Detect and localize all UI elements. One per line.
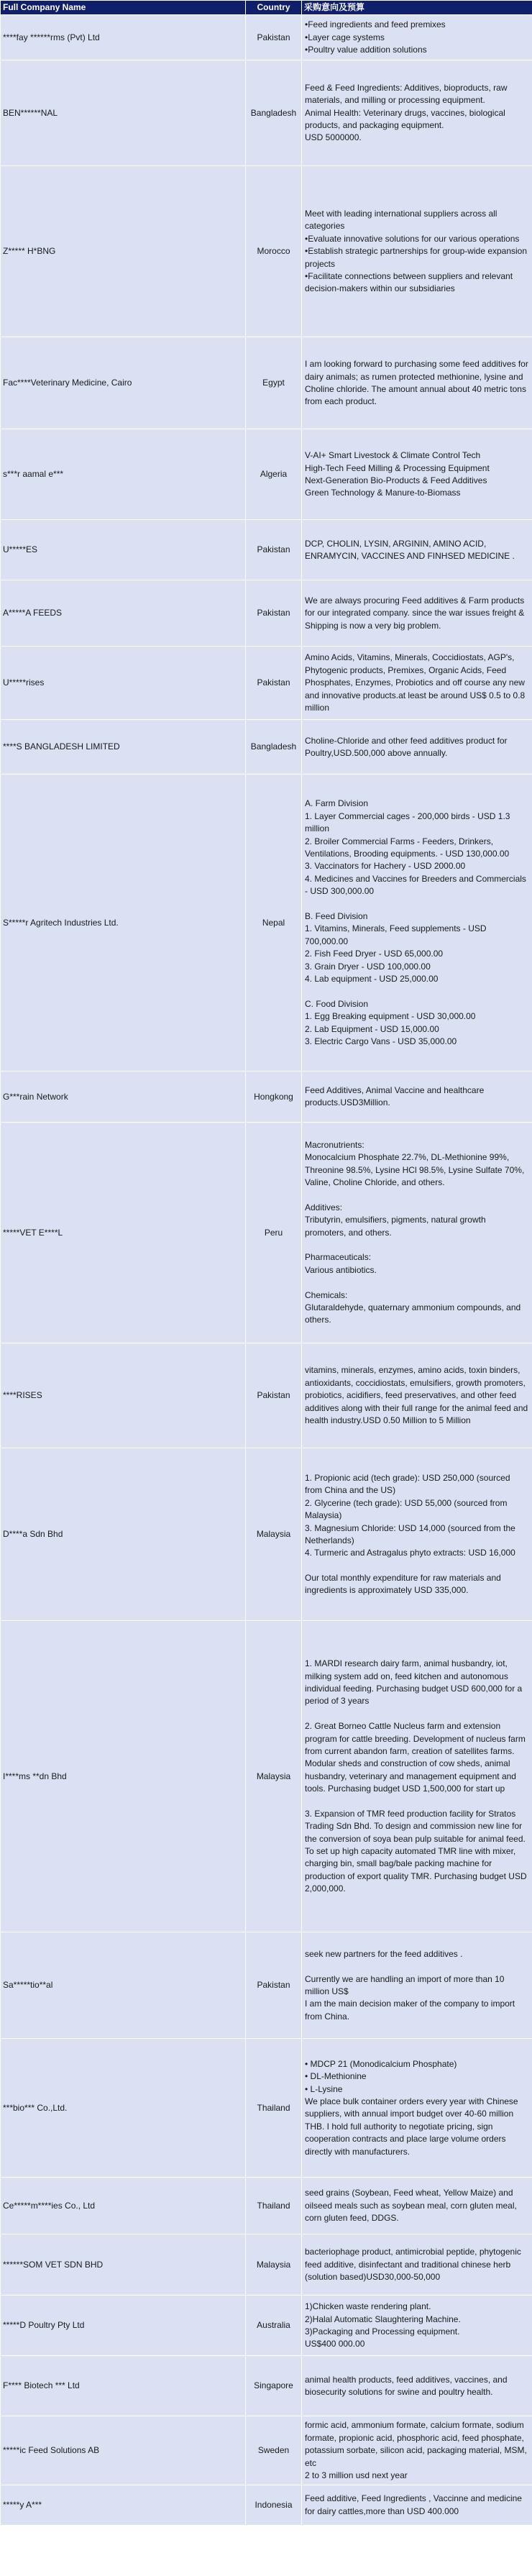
country-cell: Indonesia: [246, 2485, 302, 2526]
company-cell: S*****r Agritech Industries Ltd.: [1, 775, 246, 1072]
company-cell: F**** Biotech *** Ltd: [1, 2356, 246, 2416]
company-cell: ******SOM VET SDN BHD: [1, 2234, 246, 2296]
requirements-cell: We are always procuring Feed additives & Farm products for our integrated company. since the war issues freight & Shipping is now a very big problem.: [302, 580, 532, 647]
table-row: [1, 1932, 532, 2039]
company-cell: Sa*****tio**al: [1, 1932, 246, 2039]
company-cell: I****ms **dn Bhd: [1, 1621, 246, 1932]
requirements-cell: Macronutrients: Monocalcium Phosphate 22.7%, DL-Methionine 99%, Threonine 98.5%, Lysine HCl 98.5%, Lysine Sulfate 70%, Valine, Choline Chloride, and others. Additives: Tributyrin, emulsifiers, pigments, natural growth promoters, and others. Pharmaceuticals: Various antibiotics. Chemicals: Glutaraldehyde, quaternary ammonium compounds, and others.: [302, 1123, 532, 1343]
country-cell: Algeria: [246, 429, 302, 520]
table-row: [1, 166, 532, 337]
company-cell: BEN******NAL: [1, 60, 246, 166]
table-row: [1, 2039, 532, 2178]
table-row: [1, 1123, 532, 1343]
table-row: [1, 647, 532, 720]
table-row: [1, 337, 532, 429]
company-cell: A*****A FEEDS: [1, 580, 246, 647]
country-cell: Sweden: [246, 2416, 302, 2485]
table-row: [1, 2416, 532, 2485]
table-row: [1, 520, 532, 580]
country-cell: Malaysia: [246, 1448, 302, 1621]
company-cell: *****VET E****L: [1, 1123, 246, 1343]
country-cell: Thailand: [246, 2039, 302, 2178]
company-cell: *****ic Feed Solutions AB: [1, 2416, 246, 2485]
requirements-cell: Amino Acids, Vitamins, Minerals, Coccidiostats, AGP's, Phytogenic products, Premixes, Organic Acids, Feed Phosphates, Enzymes, Probiotics and off course any new and innovative products.at least be around US$ 0.5 to 0.8 million: [302, 647, 532, 720]
company-cell: *****y A***: [1, 2485, 246, 2526]
company-cell: Fac****Veterinary Medicine, Cairo: [1, 337, 246, 429]
table-row: [1, 1621, 532, 1932]
table-row: [1, 2485, 532, 2526]
company-cell: ****RISES: [1, 1343, 246, 1448]
country-cell: Malaysia: [246, 1621, 302, 1932]
requirements-cell: seed grains (Soybean, Feed wheat, Yellow Maize) and oilseed meals such as soybean meal, corn gluten meal, corn gluten feed, DDGS.: [302, 2178, 532, 2234]
requirements-cell: Feed additive, Feed Ingredients , Vaccinne and medicine for dairy cattles,more than USD 400.000: [302, 2485, 532, 2526]
company-cell: ****S BANGLADESH LIMITED: [1, 720, 246, 775]
table-row: [1, 15, 532, 60]
company-cell: D****a Sdn Bhd: [1, 1448, 246, 1621]
table-row: [1, 1072, 532, 1123]
country-cell: Peru: [246, 1123, 302, 1343]
country-cell: Pakistan: [246, 580, 302, 647]
requirements-cell: A. Farm Division 1. Layer Commercial cages - 200,000 birds - USD 1.3 million 2. Broiler Commercial Farms - Feeders, Drinkers, Ventilations, Brooding equipments. - USD 130,000.00 3. Vaccinators for Hachery - USD 2000.00 4. Medicines and Vaccines for Breeders and Commercials - USD 300,000.00 B. Feed Division 1. Vitamins, Minerals, Feed supplements - USD 700,000.00 2. Fish Feed Dryer - USD 65,000.00 3. Grain Dryer - USD 100,000.00 4. Lab equipment - USD 25,000.00 C. Food Division 1. Egg Breaking equipment - USD 30,000.00 2. Lab Equipment - USD 15,000.00 3. Electric Cargo Vans - USD 35,000.00: [302, 775, 532, 1072]
company-cell: ***bio*** Co.,Ltd.: [1, 2039, 246, 2178]
requirements-cell: •Feed ingredients and feed premixes •Layer cage systems •Poultry value addition solutions: [302, 15, 532, 60]
country-cell: Pakistan: [246, 520, 302, 580]
requirements-cell: bacteriophage product, antimicrobial peptide, phytogenic feed additive, disinfectant and traditional chinese herb (solution based)USD30,000-50,000: [302, 2234, 532, 2296]
requirements-cell: seek new partners for the feed additives . Currently we are handling an import of more than 10 million US$ I am the main decision maker of the company to import from China.: [302, 1932, 532, 2039]
table-row: [1, 429, 532, 520]
requirements-cell: DCP, CHOLIN, LYSIN, ARGININ, AMINO ACID, ENRAMYCIN, VACCINES AND FINHSED MEDICINE .: [302, 520, 532, 580]
company-cell: s***r aamal e***: [1, 429, 246, 520]
company-cell: G***rain Network: [1, 1072, 246, 1123]
header-country: Country: [246, 1, 302, 15]
country-cell: Bangladesh: [246, 60, 302, 166]
country-cell: Pakistan: [246, 1932, 302, 2039]
country-cell: Egypt: [246, 337, 302, 429]
company-cell: Ce*****m****ies Co., Ltd: [1, 2178, 246, 2234]
requirements-cell: V-AI+ Smart Livestock & Climate Control Tech High-Tech Feed Milling & Processing Equipment Next-Generation Bio-Products & Feed Additives Green Technology & Manure-to-Biomass: [302, 429, 532, 520]
country-cell: Malaysia: [246, 2234, 302, 2296]
header-requirements: 采购意向及预算: [302, 1, 532, 15]
table-row: [1, 720, 532, 775]
requirements-cell: I am looking forward to purchasing some feed additives for dairy animals; as rumen protected methionine, lysine and Choline chloride. The amount annual about 40 metric tons from each product.: [302, 337, 532, 429]
company-cell: U*****rises: [1, 647, 246, 720]
header-company: Full Company Name: [1, 1, 246, 15]
country-cell: Pakistan: [246, 647, 302, 720]
company-cell: ****fay ******rms (Pvt) Ltd: [1, 15, 246, 60]
table-row: [1, 580, 532, 647]
country-cell: Bangladesh: [246, 720, 302, 775]
country-cell: Pakistan: [246, 1343, 302, 1448]
requirements-cell: Meet with leading international suppliers across all categories •Evaluate innovative solutions for our various operations •Establish strategic partnerships for group-wide expansion projects •Facilitate connections between suppliers and relevant decision-makers within our subsidiaries: [302, 166, 532, 337]
requirements-cell: 1)Chicken waste rendering plant. 2)Halal Automatic Slaughtering Machine. 3)Packaging and Processing equipment. US$400 000.00: [302, 2296, 532, 2356]
requirements-cell: Feed Additives, Animal Vaccine and healthcare products.USD3Million.: [302, 1072, 532, 1123]
requirements-cell: formic acid, ammonium formate, calcium formate, sodium formate, propionic acid, phosphoric acid, feed phosphate, potassium sorbate, silicon acid, packaging material, MSM, etc 2 to 3 million usd next year: [302, 2416, 532, 2485]
company-cell: Z***** H*BNG: [1, 166, 246, 337]
country-cell: Thailand: [246, 2178, 302, 2234]
country-cell: Nepal: [246, 775, 302, 1072]
country-cell: Hongkong: [246, 1072, 302, 1123]
requirements-cell: 1. Propionic acid (tech grade): USD 250,000 (sourced from China and the US) 2. Glycerine (tech grade): USD 55,000 (sourced from Malaysia) 3. Magnesium Chloride: USD 14,000 (sourced from the Netherlands) 4. Turmeric and Astragalus phyto extracts: USD 16,000 Our total monthly expenditure for raw materials and ingredients is approximately USD 335,000.: [302, 1448, 532, 1621]
country-cell: Australia: [246, 2296, 302, 2356]
table-row: [1, 1343, 532, 1448]
company-cell: U*****ES: [1, 520, 246, 580]
requirements-cell: vitamins, minerals, enzymes, amino acids, toxin binders, antioxidants, coccidiostats, emulsifiers, growth promoters, probiotics, acidifiers, feed preservatives, and other feed additives along with their full range for the animal feed and health industry.USD 0.50 Million to 5 Million: [302, 1343, 532, 1448]
company-cell: *****D Poultry Pty Ltd: [1, 2296, 246, 2356]
table-row: [1, 2296, 532, 2356]
requirements-cell: Choline-Chloride and other feed additives product for Poultry,USD.500,000 above annually.: [302, 720, 532, 775]
table-row: [1, 2178, 532, 2234]
requirements-cell: Feed & Feed Ingredients: Additives, bioproducts, raw materials, and milling or processing equipment. Animal Health: Veterinary drugs, vaccines, biological products, and packaging equipment. USD 5000000.: [302, 60, 532, 166]
table-row: [1, 60, 532, 166]
country-cell: Morocco: [246, 166, 302, 337]
requirements-cell: • MDCP 21 (Monodicalcium Phosphate) • DL-Methionine • L-Lysine We place bulk container orders every year with Chinese suppliers, with annual import budget over 40-60 million THB. I hold full authority to negotiate pricing, sign cooperation contracts and place large volume orders directly with manufacturers.: [302, 2039, 532, 2178]
table-row: [1, 2234, 532, 2296]
country-cell: Singapore: [246, 2356, 302, 2416]
requirements-cell: animal health products, feed additives, vaccines, and biosecurity solutions for swine and poultry health.: [302, 2356, 532, 2416]
table-row: [1, 1448, 532, 1621]
requirements-cell: 1. MARDI research dairy farm, animal husbandry, iot, milking system add on, feed kitchen and autonomous individual feeding. Purchasing budget USD 600,000 for a period of 3 years 2. Great Borneo Cattle Nucleus farm and extension program for cattle breeding. Development of nucleus farm from current abandon farm, creation of satellites farms. Modular sheds and construction of cow sheds, animal husbandry, veterinary and management equipment and tools. Purchasing budget USD 1,500,000 for start up 3. Expansion of TMR feed production facility for Stratos Trading Sdn Bhd. To design and commission new line for the conversion of soya bean pulp suitable for animal feed. To set up high capacity automated TMR line with mixer, charging bin, small bag/bale packing machine for production of export quality TMR. Purchasing budget USD 2,000,000.: [302, 1621, 532, 1932]
country-cell: Pakistan: [246, 15, 302, 60]
table-row: [1, 2356, 532, 2416]
header-row: [1, 1, 532, 15]
table-row: [1, 775, 532, 1072]
table-body: [1, 15, 532, 2526]
